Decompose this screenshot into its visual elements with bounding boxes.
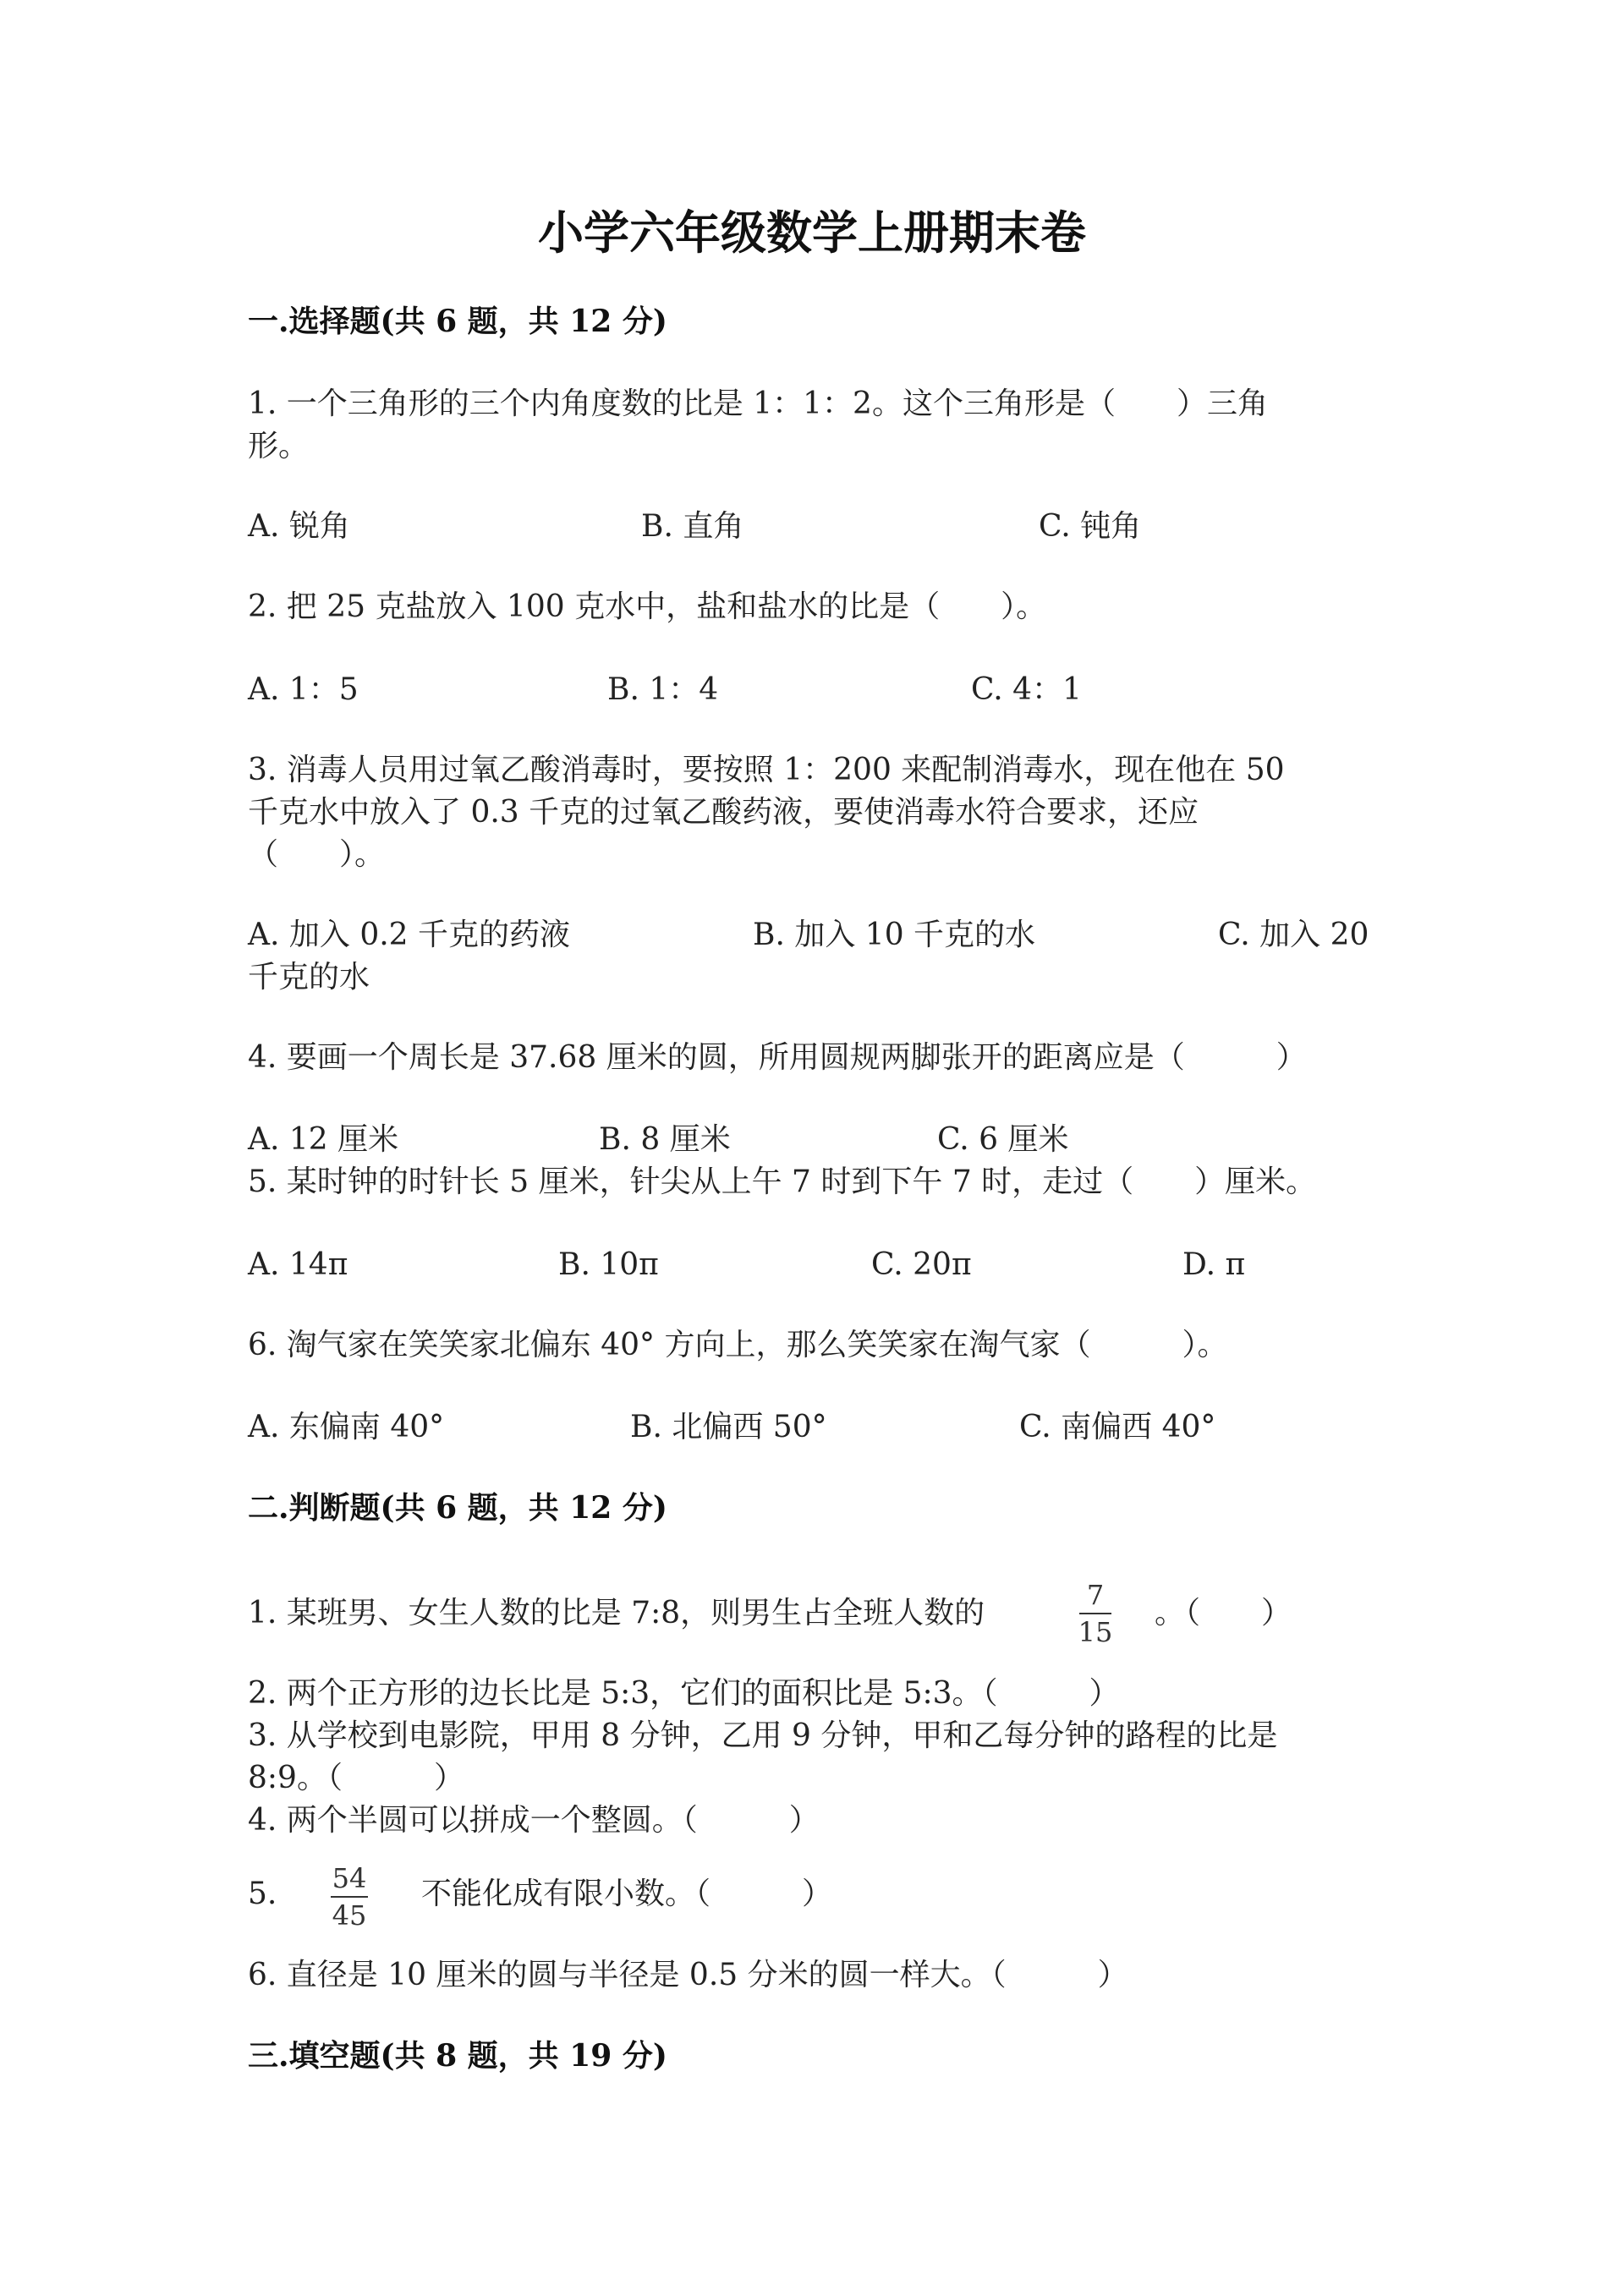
option-c: C. 钝角 — [1039, 509, 1142, 544]
fraction — [1078, 1581, 1112, 1646]
question-text: 1. 某班男、女生人数的比是 7:8，则男生占全班人数的 — [248, 1596, 985, 1630]
option-a: A. 14π — [248, 1247, 348, 1282]
question-text: （ ）。 — [248, 837, 386, 872]
option-a: A. 锐角 — [248, 509, 350, 544]
option-a: A. 东偏南 40° — [248, 1410, 445, 1444]
question-number: 5. — [248, 1877, 277, 1911]
option-c: C. 4：1 — [971, 672, 1082, 707]
question-text: 1. 一个三角形的三个内角度数的比是 1：1：2。这个三角形是（ ）三角 — [248, 386, 1268, 421]
question-text: 8:9。（ ） — [248, 1761, 464, 1795]
fraction — [330, 1862, 369, 1932]
fraction-bar — [331, 1896, 368, 1898]
option-b: B. 直角 — [641, 509, 744, 544]
fraction-denominator: 45 — [332, 1899, 367, 1932]
option-b: B. 北偏西 50° — [630, 1410, 827, 1444]
question-text: 千克水中放入了 0.3 千克的过氧乙酸药液，要使消毒水符合要求，还应 — [248, 795, 1199, 830]
option-b: B. 8 厘米 — [599, 1122, 731, 1157]
option-b: B. 10π — [558, 1247, 659, 1282]
question-text: 6. 淘气家在笑笑家北偏东 40° 方向上，那么笑笑家在淘气家（ ）。 — [248, 1328, 1228, 1362]
option-a: A. 12 厘米 — [248, 1122, 399, 1157]
option-b: B. 加入 10 千克的水 — [753, 918, 1036, 952]
section-heading-choice: 一.选择题(共 6 题，共 12 分) — [248, 304, 667, 339]
fraction-denominator: 15 — [1078, 1616, 1113, 1648]
option-d: D. π — [1182, 1247, 1246, 1282]
option-b: B. 1：4 — [607, 672, 719, 707]
question-text: 6. 直径是 10 厘米的圆与半径是 0.5 分米的圆一样大。（ ） — [248, 1958, 1128, 1992]
fraction-numerator: 7 — [1086, 1579, 1105, 1611]
option-c: C. 6 厘米 — [937, 1122, 1069, 1157]
option-c-continued: 千克的水 — [248, 960, 370, 995]
question-text: 形。 — [248, 429, 310, 463]
option-a: A. 1：5 — [248, 672, 359, 707]
option-c: C. 20π — [871, 1247, 972, 1282]
page-title: 小学六年级数学上册期末卷 — [538, 205, 1086, 260]
section-heading-judgement: 二.判断题(共 6 题，共 12 分) — [248, 1490, 667, 1526]
section-heading-fill-in: 三.填空题(共 8 题，共 19 分) — [248, 2038, 667, 2074]
question-text: 2. 两个正方形的边长比是 5:3，它们的面积比是 5:3。（ ） — [248, 1676, 1120, 1711]
question-text: 3. 从学校到电影院，甲用 8 分钟，乙用 9 分钟，甲和乙每分钟的路程的比是 — [248, 1718, 1278, 1753]
question-text: 3. 消毒人员用过氧乙酸消毒时，要按照 1：200 来配制消毒水，现在他在 50 — [248, 753, 1285, 787]
question-text: 5. 某时钟的时针长 5 厘米，针尖从上午 7 时到下午 7 时，走过（ ）厘米。 — [248, 1164, 1317, 1199]
question-text-suffix: 。（ ） — [1155, 1596, 1292, 1630]
option-c: C. 南偏西 40° — [1019, 1410, 1216, 1444]
question-text: 2. 把 25 克盐放入 100 克水中，盐和盐水的比是（ ）。 — [248, 589, 1047, 624]
fraction-numerator: 54 — [332, 1862, 367, 1894]
question-text: 4. 要画一个周长是 37.68 厘米的圆，所用圆规两脚张开的距离应是（ ） — [248, 1040, 1307, 1075]
option-c: C. 加入 20 — [1218, 918, 1369, 952]
question-text-suffix: 不能化成有限小数。（ ） — [421, 1877, 833, 1911]
option-a: A. 加入 0.2 千克的药液 — [248, 918, 571, 952]
fraction-bar — [1079, 1613, 1111, 1614]
question-text: 4. 两个半圆可以拼成一个整圆。（ ） — [248, 1803, 820, 1838]
